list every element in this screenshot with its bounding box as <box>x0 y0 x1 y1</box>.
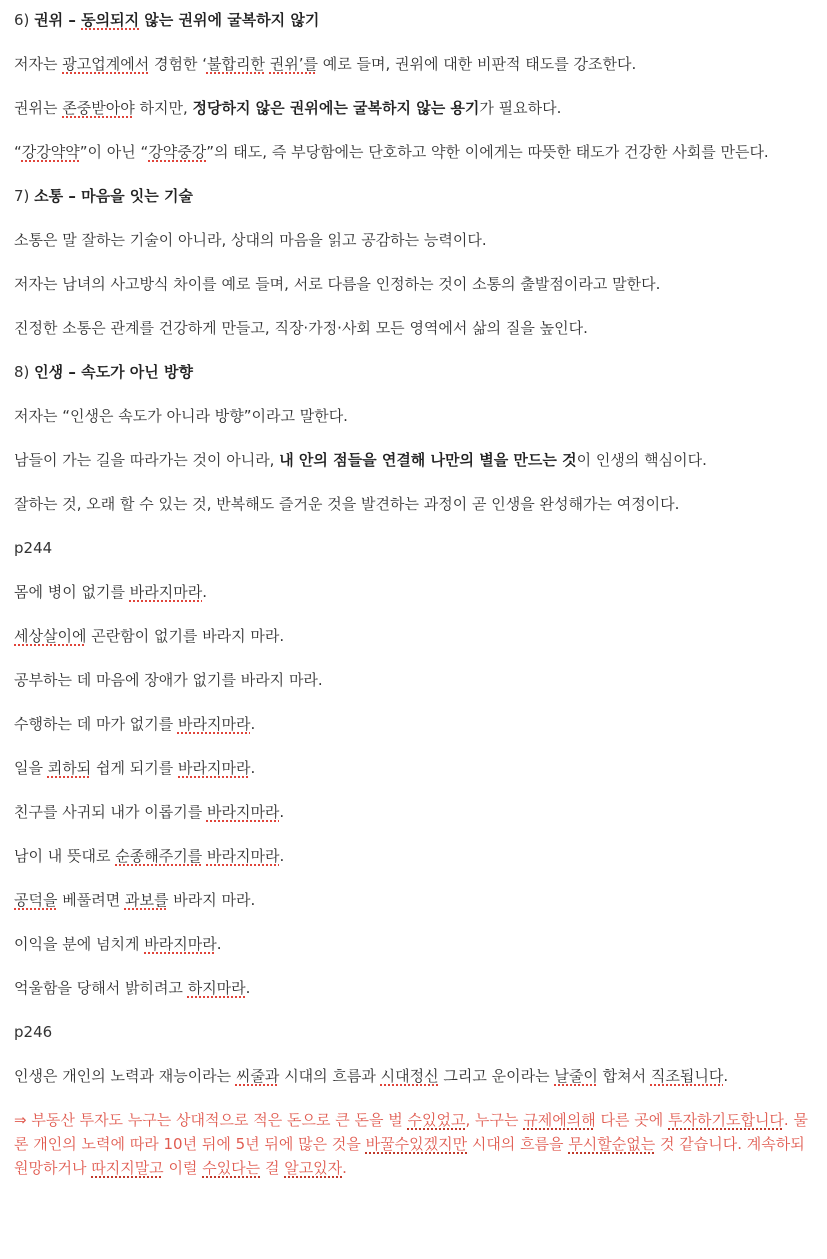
paragraph <box>14 976 813 1000</box>
paragraph-gap <box>14 824 813 844</box>
spellcheck-flagged-word: 씨줄과 <box>235 1067 280 1085</box>
spellcheck-flagged-word: 불합리한 <box>206 55 265 73</box>
text-run: 8) <box>14 363 35 381</box>
paragraph <box>14 712 813 736</box>
text-run: 저자는 <box>14 55 63 73</box>
text-run: 걸 <box>260 1159 285 1177</box>
text-run: 남이 내 뜻대로 <box>14 847 116 865</box>
text-run: 진정한 소통은 관계를 건강하게 만들고, 직장·가정·사회 모든 영역에서 삶의 질을 높인다. <box>14 319 588 337</box>
paragraph <box>14 492 813 516</box>
spellcheck-flagged-word: 강약중강 <box>148 143 207 161</box>
paragraph <box>14 316 813 340</box>
text-run: 소통은 말 잘하는 기술이 아니라, 상대의 마음을 읽고 공감하는 능력이다. <box>14 231 487 249</box>
text-run: . <box>279 847 285 865</box>
spellcheck-flagged-word: 강강약약 <box>21 143 80 161</box>
section-heading <box>14 8 813 32</box>
text-run: ”의 태도, 즉 부당함에는 단호하고 약한 이에게는 따뜻한 태도가 건강한 사회를 만든다. <box>206 143 769 161</box>
text-run: 억울함을 당해서 밝히려고 <box>14 979 188 997</box>
text-run: 경험한 ‘ <box>149 55 207 73</box>
paragraph-gap <box>14 560 813 580</box>
paragraph-gap <box>14 472 813 492</box>
text-run: p244 <box>14 539 53 557</box>
text-run: 것 같습니다. 계속하되 원망하거나 <box>14 1135 805 1177</box>
paragraph <box>14 272 813 296</box>
text-run: . <box>250 715 256 733</box>
spellcheck-flagged-word: 날줄이 <box>554 1067 598 1085</box>
paragraph-gap <box>14 780 813 800</box>
paragraph-gap <box>14 1000 813 1020</box>
spellcheck-flagged-word: 투자하기도합니다 <box>668 1111 784 1129</box>
bold-text: 권위 – <box>34 11 82 29</box>
paragraph <box>14 932 813 956</box>
text-run: 하지만, <box>134 99 193 117</box>
spellcheck-flagged-word: 알고있자 <box>284 1159 343 1177</box>
bold-text: 인생 – 속도가 아닌 방향 <box>34 363 193 381</box>
paragraph-gap <box>14 868 813 888</box>
paragraph <box>14 580 813 604</box>
paragraph-gap <box>14 428 813 448</box>
text-run: 예로 들며, 권위에 대한 비판적 태도를 강조한다. <box>317 55 637 73</box>
paragraph-gap <box>14 1088 813 1108</box>
spellcheck-flagged-word: 바꿀수있겠지만 <box>365 1135 468 1153</box>
paragraph <box>14 668 813 692</box>
text-run: 저자는 남녀의 사고방식 차이를 예로 들며, 서로 다름을 인정하는 것이 소통의 출발점이라고 말한다. <box>14 275 661 293</box>
paragraph <box>14 404 813 428</box>
paragraph-gap <box>14 956 813 976</box>
text-run: , 누구는 <box>465 1111 524 1129</box>
paragraph <box>14 844 813 868</box>
paragraph <box>14 1108 813 1180</box>
text-run: 일을 <box>14 759 48 777</box>
spellcheck-flagged-word: 무시할순없는 <box>568 1135 656 1153</box>
paragraph <box>14 96 813 120</box>
text-run: 남들이 가는 길을 따라가는 것이 아니라, <box>14 451 280 469</box>
spellcheck-flagged-word: 순종해주기를 <box>115 847 203 865</box>
paragraph <box>14 756 813 780</box>
paragraph <box>14 52 813 76</box>
section-heading <box>14 184 813 208</box>
paragraph-gap <box>14 692 813 712</box>
paragraph-gap <box>14 296 813 316</box>
text-run: 이익을 분에 넘치게 <box>14 935 145 953</box>
paragraph-gap <box>14 340 813 360</box>
paragraph-gap <box>14 384 813 404</box>
text-run: . 물론 개인의 노력에 따라 10년 뒤에 5년 뒤에 많은 것을 <box>14 1111 808 1153</box>
text-run: . <box>202 583 207 601</box>
text-run: . <box>279 803 285 821</box>
paragraph <box>14 1020 813 1044</box>
spellcheck-flagged-word: 수있었고 <box>407 1111 466 1129</box>
paragraph-gap <box>14 648 813 668</box>
text-run: . <box>342 1159 347 1177</box>
spellcheck-flagged-word: 하지마라 <box>187 979 246 997</box>
paragraph-gap <box>14 736 813 756</box>
text-run: 권위는 <box>14 99 63 117</box>
text-run: 베풀려면 <box>57 891 125 909</box>
text-run: . <box>250 759 256 777</box>
text-run: 잘하는 것, 오래 할 수 있는 것, 반복해도 즐거운 것을 발견하는 과정이 곧 인생을 완성해가는 여정이다. <box>14 495 680 513</box>
text-run: p246 <box>14 1023 53 1041</box>
section-heading <box>14 360 813 384</box>
paragraph <box>14 140 813 164</box>
paragraph-gap <box>14 164 813 184</box>
spellcheck-flagged-word: 공덕을 <box>14 891 58 909</box>
spellcheck-flagged-word: 규제에의해 <box>523 1111 596 1129</box>
spellcheck-flagged-word: 세상살이에 <box>14 627 87 645</box>
text-run: 친구를 사귀되 내가 이롭기를 <box>14 803 207 821</box>
spellcheck-flagged-word: 바라지마라 <box>206 847 280 865</box>
text-run: 수행하는 데 마가 없기를 <box>14 715 178 733</box>
text-run: 시대의 흐름과 <box>279 1067 381 1085</box>
spellcheck-flagged-word: 권위’를 <box>269 55 318 73</box>
paragraph-gap <box>14 120 813 140</box>
text-run: 바라지 마라. <box>168 891 256 909</box>
paragraph-gap <box>14 32 813 52</box>
spellcheck-flagged-word: 동의되지 <box>81 11 140 29</box>
paragraph <box>14 888 813 912</box>
spellcheck-flagged-word: 바라지마라 <box>129 583 203 601</box>
paragraph-gap <box>14 912 813 932</box>
paragraph-gap <box>14 604 813 624</box>
text-run: 이 인생의 핵심이다. <box>576 451 707 469</box>
text-run: 합쳐서 <box>597 1067 651 1085</box>
paragraph <box>14 624 813 648</box>
text-run: 그리고 운이라는 <box>438 1067 555 1085</box>
spellcheck-flagged-word: 바라지마라 <box>206 803 280 821</box>
bold-text: 않는 권위에 굴복하지 않기 <box>139 11 320 29</box>
bold-text: 내 안의 점들을 연결해 나만의 별을 만드는 것 <box>279 451 577 469</box>
paragraph-gap <box>14 1044 813 1064</box>
spellcheck-flagged-word: 수있다는 <box>202 1159 261 1177</box>
text-run: 몸에 병이 없기를 <box>14 583 130 601</box>
text-run: 쉽게 되기를 <box>91 759 178 777</box>
text-run: ⇒ 부동산 투자도 누구는 상대적으로 적은 돈으로 큰 돈을 벌 <box>14 1111 408 1129</box>
text-run: 공부하는 데 마음에 장애가 없기를 바라지 마라. <box>14 671 323 689</box>
bold-text: 정당하지 않은 권위에는 굴복하지 않는 용기 <box>192 99 480 117</box>
spellcheck-flagged-word: 쾨하되 <box>47 759 92 777</box>
text-run: 7) <box>14 187 35 205</box>
spellcheck-flagged-word: 광고업계에서 <box>62 55 150 73</box>
paragraph-gap <box>14 516 813 536</box>
text-run: “ <box>14 143 22 161</box>
spellcheck-flagged-word: 시대정신 <box>380 1067 439 1085</box>
paragraph-gap <box>14 208 813 228</box>
spellcheck-flagged-word: 직조됩니다 <box>650 1067 724 1085</box>
spellcheck-flagged-word: 바라지마라 <box>177 715 251 733</box>
paragraph <box>14 448 813 472</box>
text-run: 저자는 “인생은 속도가 아니라 방향”이라고 말한다. <box>14 407 348 425</box>
text-run: . <box>216 935 222 953</box>
paragraph <box>14 1064 813 1088</box>
text-run: 다른 곳에 <box>595 1111 668 1129</box>
text-run: 6) <box>14 11 35 29</box>
paragraph <box>14 536 813 560</box>
spellcheck-flagged-word: 따지지말고 <box>91 1159 164 1177</box>
spellcheck-flagged-word: 과보를 <box>124 891 169 909</box>
text-run: . <box>245 979 251 997</box>
spellcheck-flagged-word: 존중받아야 <box>62 99 135 117</box>
text-run: 가 필요하다. <box>479 99 562 117</box>
text-run: 시대의 흐름을 <box>467 1135 569 1153</box>
paragraph <box>14 228 813 252</box>
text-run: . <box>723 1067 729 1085</box>
spellcheck-flagged-word: 바라지마라 <box>144 935 217 953</box>
bold-text: 소통 – 마음을 잇는 기술 <box>34 187 193 205</box>
paragraph-gap <box>14 252 813 272</box>
paragraph-gap <box>14 76 813 96</box>
text-run: 곤란함이 없기를 바라지 마라. <box>86 627 285 645</box>
text-run: 인생은 개인의 노력과 재능이라는 <box>14 1067 236 1085</box>
spellcheck-flagged-word: 바라지마라 <box>178 759 251 777</box>
text-run: 이럴 <box>163 1159 203 1177</box>
text-run: ”이 아닌 “ <box>79 143 149 161</box>
paragraph <box>14 800 813 824</box>
